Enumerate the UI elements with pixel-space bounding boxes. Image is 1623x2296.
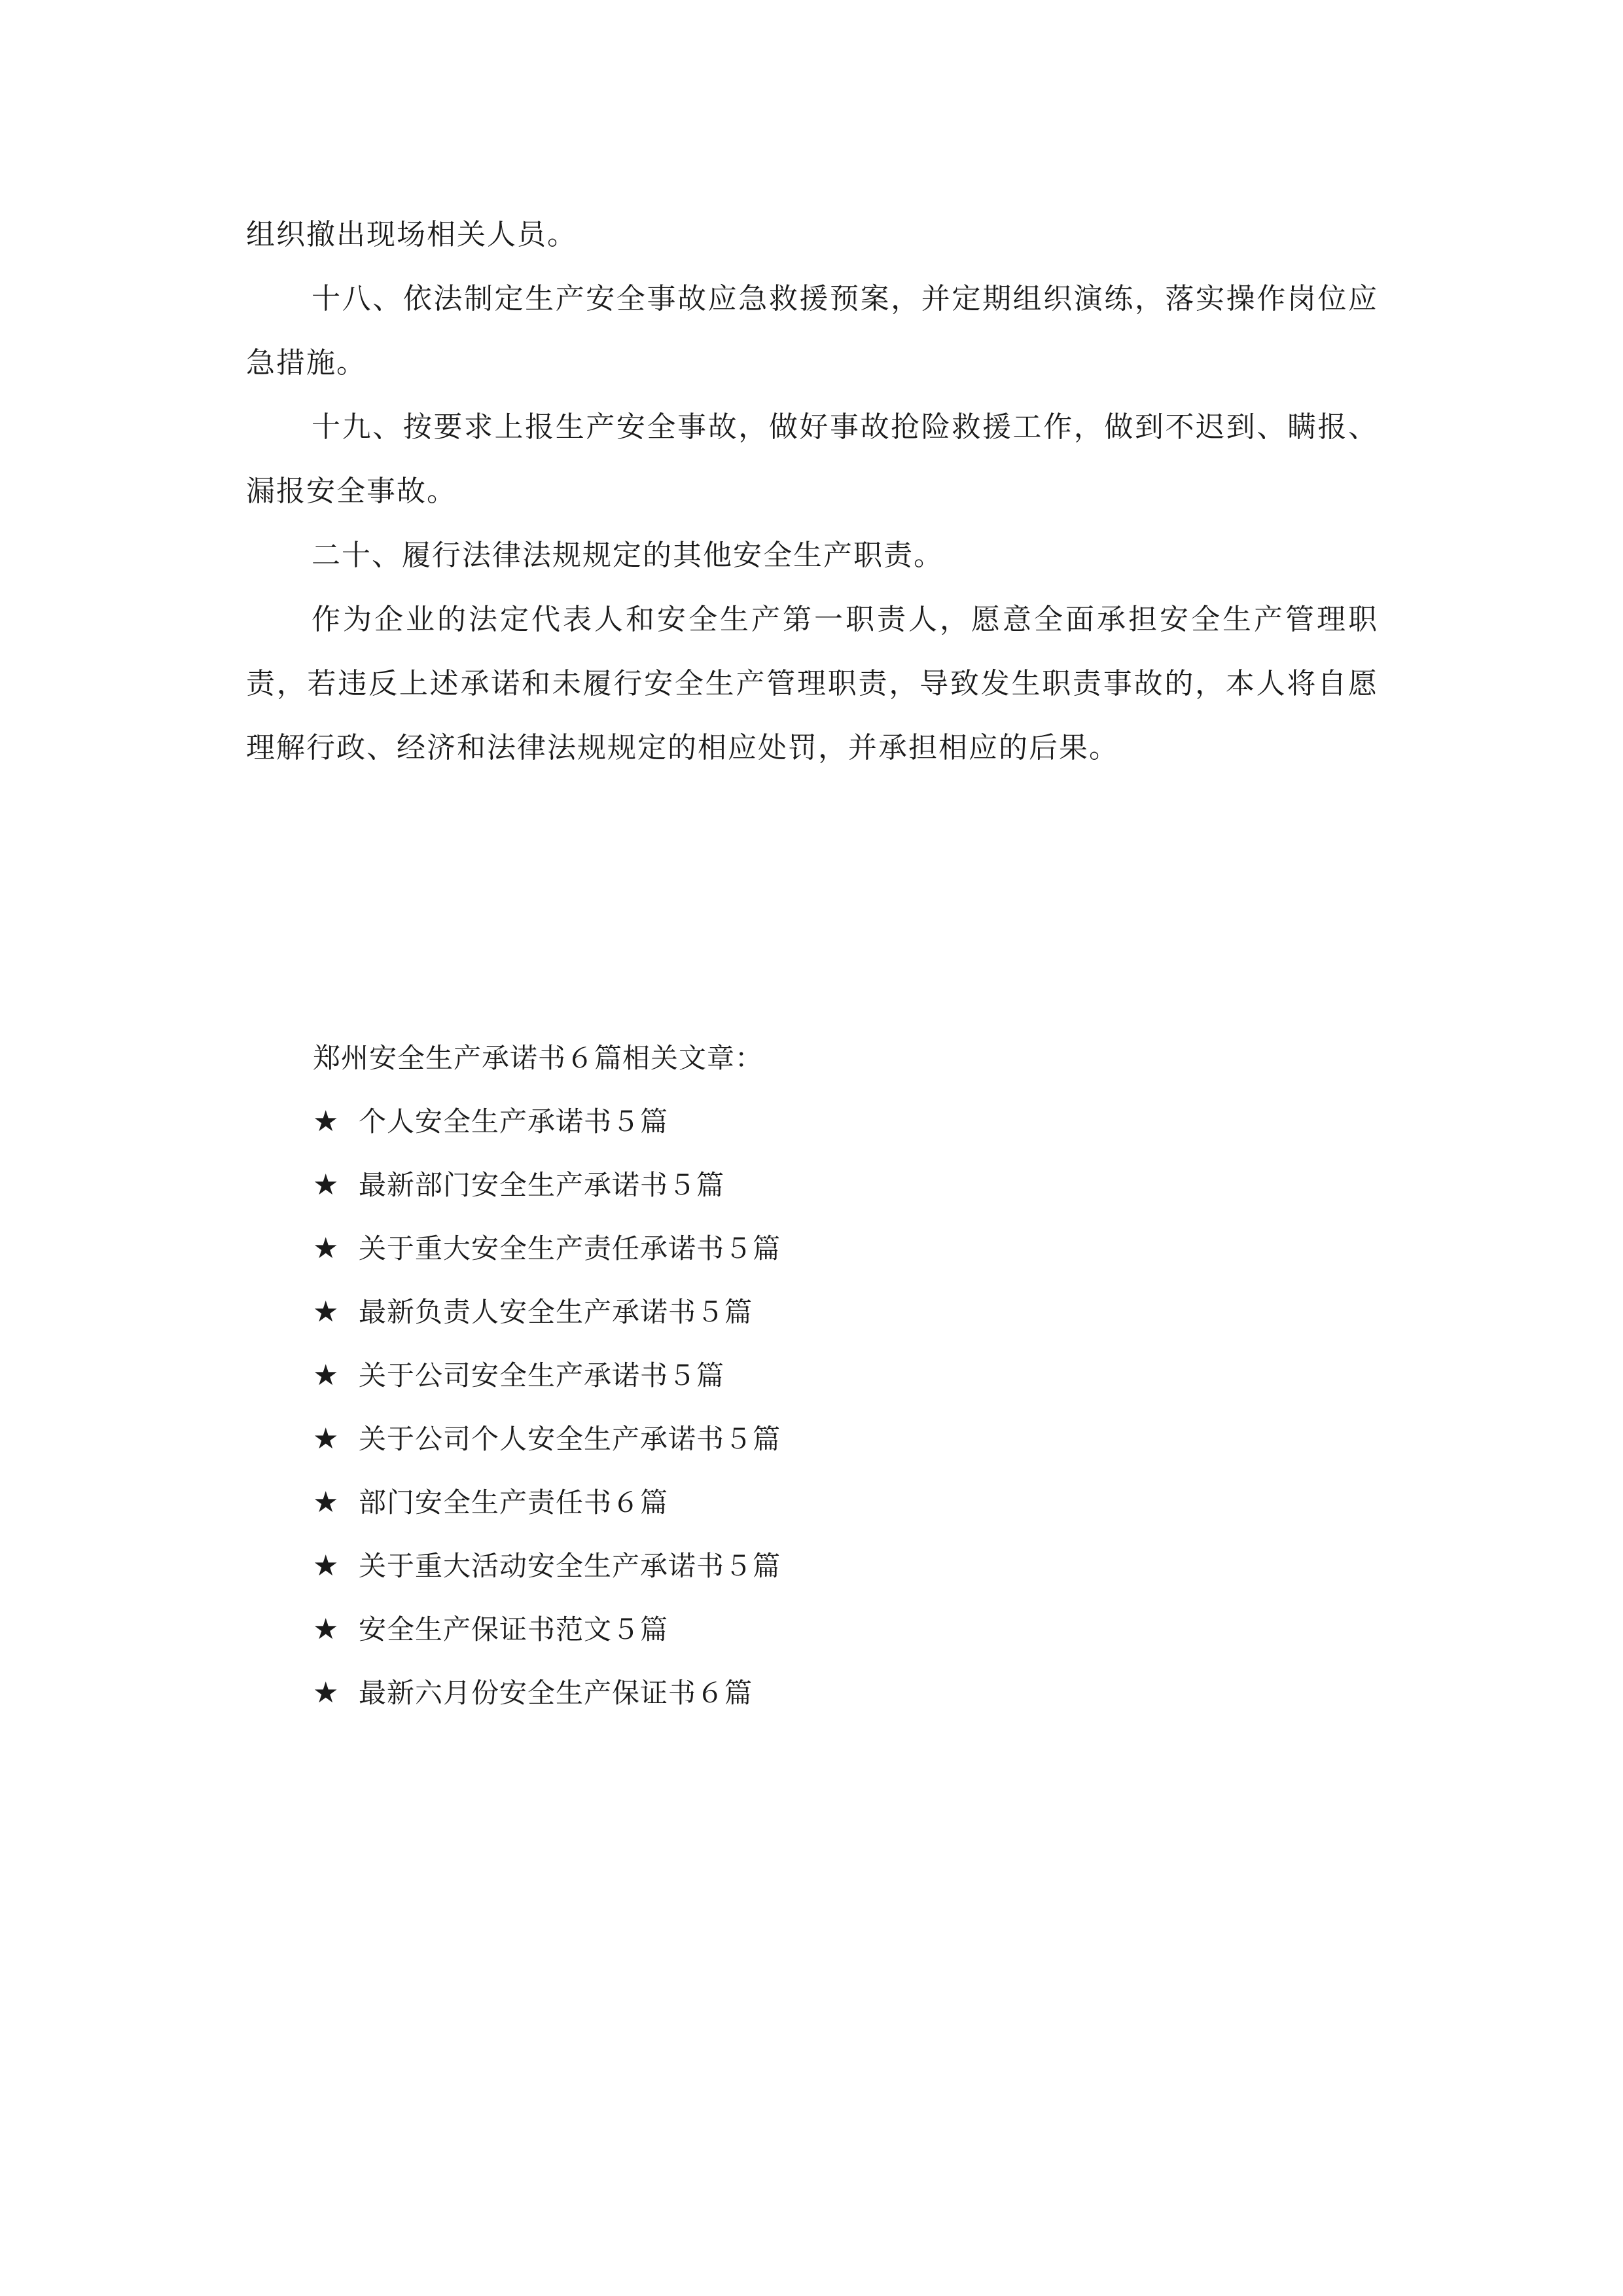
paragraph: 组织撤出现场相关人员。 bbox=[246, 218, 577, 251]
related-link[interactable]: 关于公司个人安全生产承诺书５篇 bbox=[359, 1423, 781, 1455]
star-icon: ★ bbox=[313, 1486, 340, 1519]
list-item bbox=[313, 1407, 1360, 1471]
list-item bbox=[313, 1090, 1360, 1153]
related-link[interactable]: 关于公司安全生产承诺书５篇 bbox=[359, 1359, 725, 1391]
paragraph: 二十、履行法律法规规定的其他安全生产职责。 bbox=[312, 539, 944, 572]
star-icon: ★ bbox=[313, 1676, 340, 1710]
star-icon: ★ bbox=[313, 1105, 340, 1138]
star-icon: ★ bbox=[313, 1549, 340, 1583]
star-icon: ★ bbox=[313, 1359, 340, 1392]
related-link[interactable]: 最新负责人安全生产承诺书５篇 bbox=[359, 1296, 753, 1328]
list-item bbox=[313, 1344, 1360, 1407]
related-link[interactable]: 部门安全生产责任书６篇 bbox=[359, 1486, 669, 1518]
related-heading: 郑州安全生产承诺书６篇相关文章： bbox=[313, 1042, 764, 1074]
paragraph: 作为企业的法定代表人和安全生产第一职责人，愿意全面承担安全生产管理职责，若违反上述承诺和未履行安全生产管理职责，导致发生职责事故的，本人将自愿理解行政、经济和法律法规规定的相应处罚，并承担相应的后果。 bbox=[246, 603, 1378, 764]
list-item bbox=[313, 1534, 1360, 1598]
star-icon: ★ bbox=[313, 1232, 340, 1265]
star-icon: ★ bbox=[313, 1168, 340, 1202]
list-item bbox=[313, 1217, 1360, 1280]
related-link[interactable]: 关于重大活动安全生产承诺书５篇 bbox=[359, 1550, 781, 1582]
list-item bbox=[313, 1661, 1360, 1725]
related-link[interactable]: 最新六月份安全生产保证书６篇 bbox=[359, 1677, 753, 1709]
related-link[interactable]: 最新部门安全生产承诺书５篇 bbox=[359, 1169, 725, 1201]
star-icon: ★ bbox=[313, 1613, 340, 1646]
related-list bbox=[313, 1090, 1360, 1725]
list-item bbox=[313, 1471, 1360, 1534]
list-item bbox=[313, 1598, 1360, 1661]
related-link[interactable]: 关于重大安全生产责任承诺书５篇 bbox=[359, 1232, 781, 1265]
star-icon: ★ bbox=[313, 1295, 340, 1329]
related-articles bbox=[313, 1026, 1360, 1725]
list-item bbox=[313, 1153, 1360, 1217]
paragraph: 十九、按要求上报生产安全事故，做好事故抢险救援工作，做到不迟到、瞒报、漏报安全事故。 bbox=[246, 410, 1378, 508]
list-item bbox=[313, 1280, 1360, 1344]
paragraph: 十八、依法制定生产安全事故应急救援预案，并定期组织演练，落实操作岗位应急措施。 bbox=[246, 282, 1378, 380]
related-link[interactable]: 安全生产保证书范文５篇 bbox=[359, 1613, 669, 1645]
document-body bbox=[246, 203, 1378, 780]
star-icon: ★ bbox=[313, 1422, 340, 1456]
related-link[interactable]: 个人安全生产承诺书５篇 bbox=[359, 1105, 669, 1138]
